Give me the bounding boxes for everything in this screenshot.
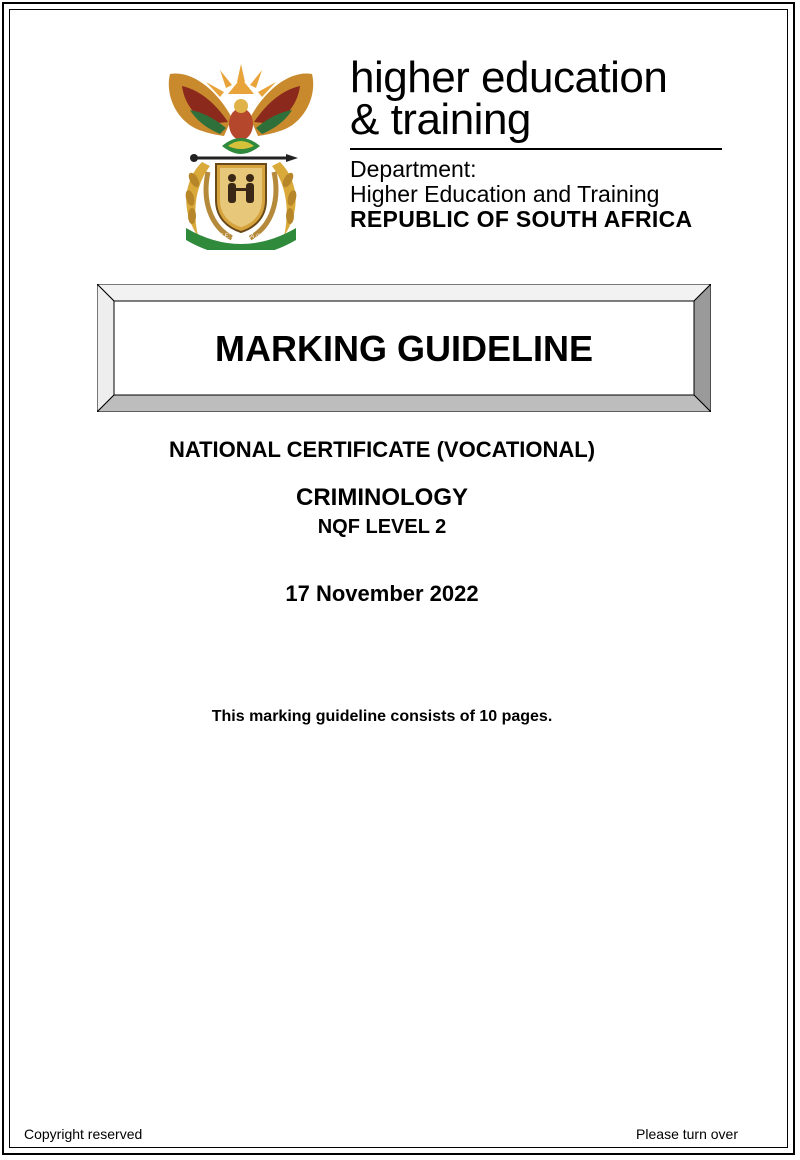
coat-of-arms-icon <box>162 60 320 250</box>
certificate-name: NATIONAL CERTIFICATE (VOCATIONAL) <box>168 437 596 462</box>
department-name: Higher Education and Training <box>350 181 660 207</box>
brand-line-2: & training <box>350 95 531 144</box>
crest-motto: !KE E: /XARRA //KE <box>213 234 267 240</box>
page-count-note: This marking guideline consists of 10 pages. <box>211 708 553 725</box>
brand-divider <box>350 148 722 150</box>
brand-line-1: higher education <box>350 53 668 102</box>
document-title: MARKING GUIDELINE <box>215 328 593 369</box>
subject-name: CRIMINOLOGY <box>296 484 468 511</box>
country-name: REPUBLIC OF SOUTH AFRICA <box>350 206 693 232</box>
nqf-level: NQF LEVEL 2 <box>317 516 447 538</box>
department-label: Department: <box>350 156 477 182</box>
copyright-note: Copyright reserved <box>24 1126 143 1142</box>
turn-over-note: Please turn over <box>636 1126 738 1142</box>
exam-date: 17 November 2022 <box>285 581 479 606</box>
